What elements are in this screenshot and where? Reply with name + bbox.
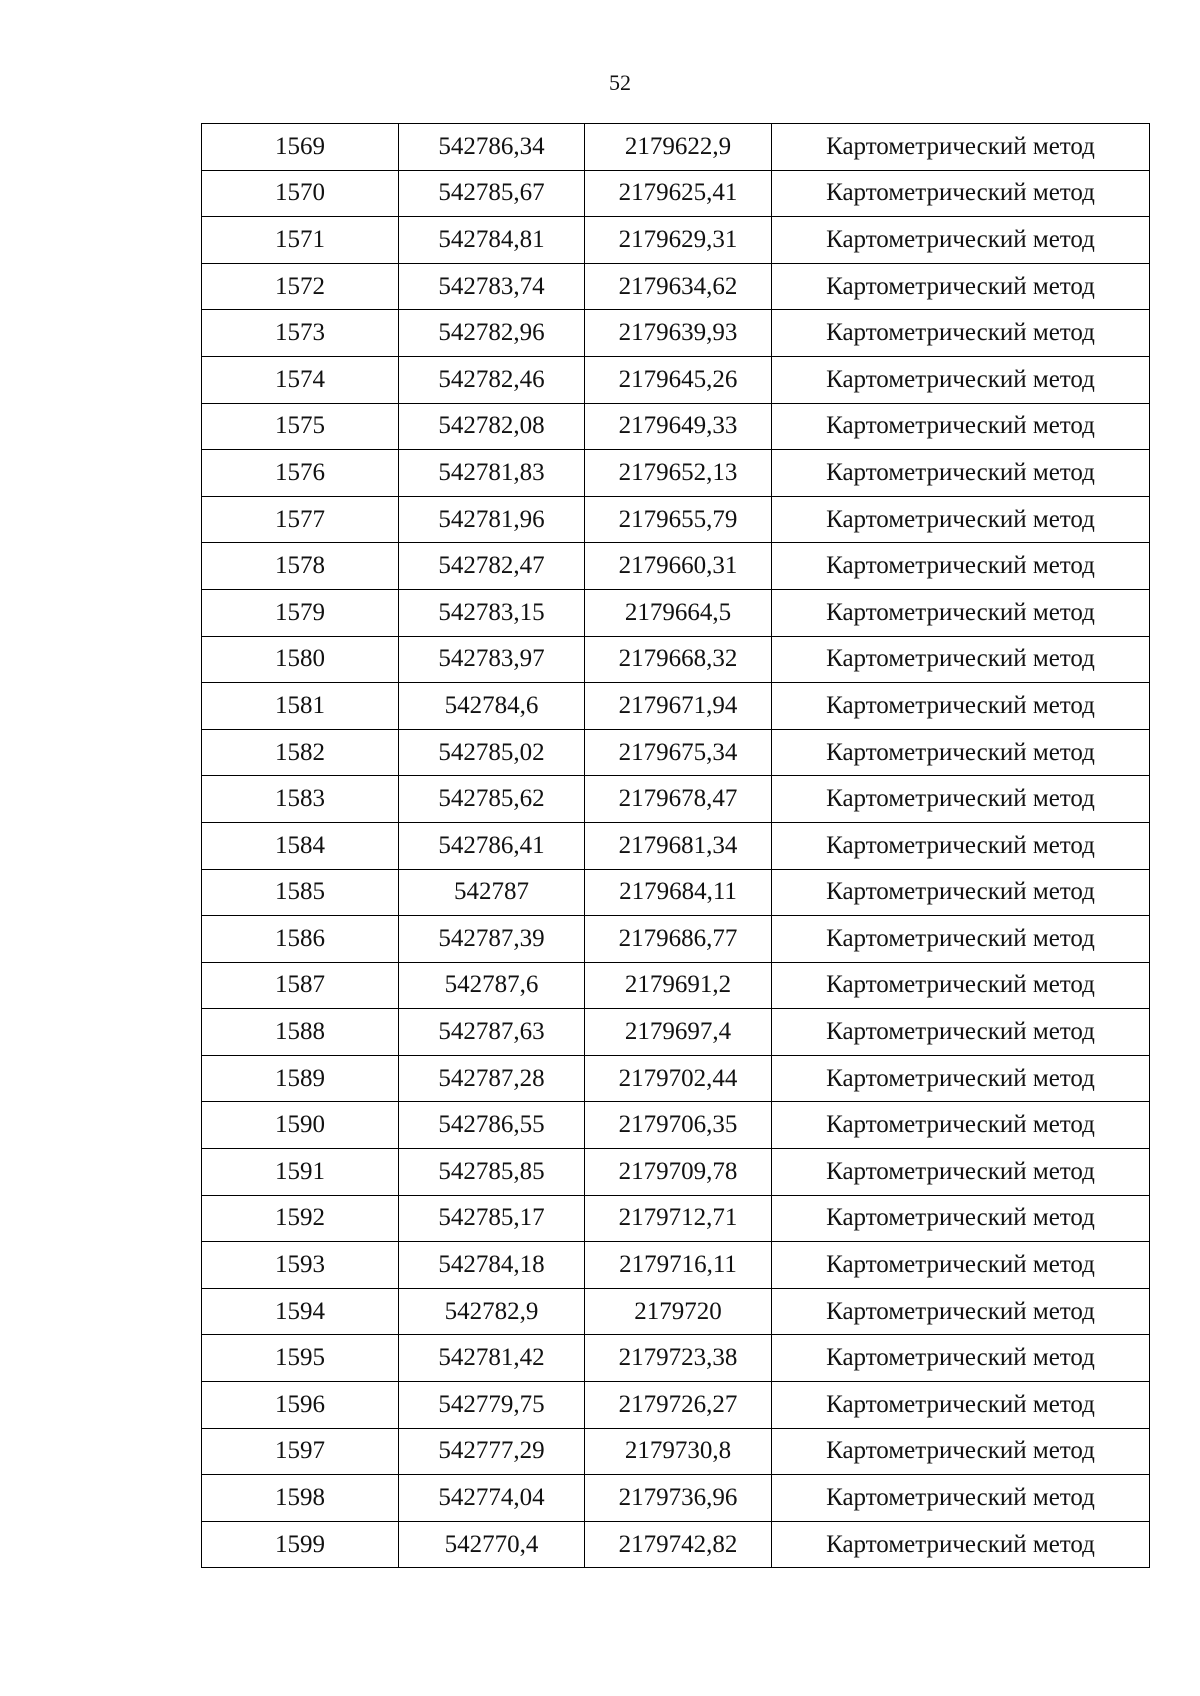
table-row [202,403,1150,450]
x-coordinate-cell: 542783,15 [399,589,585,636]
point-number-cell: 1584 [202,822,399,869]
table-row [202,822,1150,869]
y-coordinate-cell: 2179622,9 [585,124,772,171]
table-row [202,1475,1150,1522]
x-coordinate-cell: 542785,67 [399,170,585,217]
x-coordinate-cell: 542787,63 [399,1009,585,1056]
point-number-cell: 1580 [202,636,399,683]
x-coordinate-cell: 542786,55 [399,1102,585,1149]
table-row [202,1102,1150,1149]
method-cell: Картометрический метод [772,1149,1150,1196]
y-coordinate-cell: 2179668,32 [585,636,772,683]
y-coordinate-cell: 2179684,11 [585,869,772,916]
point-number-cell: 1593 [202,1242,399,1289]
method-cell: Картометрический метод [772,636,1150,683]
method-cell: Картометрический метод [772,1428,1150,1475]
point-number-cell: 1586 [202,916,399,963]
y-coordinate-cell: 2179730,8 [585,1428,772,1475]
table-row [202,543,1150,590]
x-coordinate-cell: 542782,08 [399,403,585,450]
x-coordinate-cell: 542787,28 [399,1055,585,1102]
method-cell: Картометрический метод [772,1335,1150,1382]
table-row [202,776,1150,823]
y-coordinate-cell: 2179712,71 [585,1195,772,1242]
x-coordinate-cell: 542781,96 [399,496,585,543]
table-row [202,310,1150,357]
x-coordinate-cell: 542787 [399,869,585,916]
table-row [202,683,1150,730]
method-cell: Картометрический метод [772,263,1150,310]
y-coordinate-cell: 2179645,26 [585,356,772,403]
y-coordinate-cell: 2179671,94 [585,683,772,730]
point-number-cell: 1588 [202,1009,399,1056]
point-number-cell: 1576 [202,450,399,497]
table-row [202,1521,1150,1568]
table-row [202,916,1150,963]
y-coordinate-cell: 2179736,96 [585,1475,772,1522]
method-cell: Картометрический метод [772,1288,1150,1335]
x-coordinate-cell: 542784,18 [399,1242,585,1289]
y-coordinate-cell: 2179639,93 [585,310,772,357]
y-coordinate-cell: 2179655,79 [585,496,772,543]
table-row [202,589,1150,636]
method-cell: Картометрический метод [772,450,1150,497]
table-row [202,356,1150,403]
y-coordinate-cell: 2179649,33 [585,403,772,450]
method-cell: Картометрический метод [772,589,1150,636]
x-coordinate-cell: 542770,4 [399,1521,585,1568]
y-coordinate-cell: 2179742,82 [585,1521,772,1568]
method-cell: Картометрический метод [772,496,1150,543]
method-cell: Картометрический метод [772,1382,1150,1429]
y-coordinate-cell: 2179691,2 [585,962,772,1009]
table-row [202,450,1150,497]
x-coordinate-cell: 542781,83 [399,450,585,497]
table-row [202,1055,1150,1102]
method-cell: Картометрический метод [772,869,1150,916]
point-number-cell: 1581 [202,683,399,730]
point-number-cell: 1569 [202,124,399,171]
table-row [202,869,1150,916]
x-coordinate-cell: 542784,81 [399,217,585,264]
x-coordinate-cell: 542786,34 [399,124,585,171]
point-number-cell: 1587 [202,962,399,1009]
x-coordinate-cell: 542784,6 [399,683,585,730]
y-coordinate-cell: 2179625,41 [585,170,772,217]
point-number-cell: 1592 [202,1195,399,1242]
point-number-cell: 1572 [202,263,399,310]
x-coordinate-cell: 542782,96 [399,310,585,357]
point-number-cell: 1596 [202,1382,399,1429]
point-number-cell: 1598 [202,1475,399,1522]
point-number-cell: 1574 [202,356,399,403]
x-coordinate-cell: 542781,42 [399,1335,585,1382]
table-row [202,1335,1150,1382]
x-coordinate-cell: 542783,74 [399,263,585,310]
point-number-cell: 1597 [202,1428,399,1475]
y-coordinate-cell: 2179681,34 [585,822,772,869]
method-cell: Картометрический метод [772,683,1150,730]
point-number-cell: 1582 [202,729,399,776]
table-row [202,1242,1150,1289]
x-coordinate-cell: 542785,02 [399,729,585,776]
x-coordinate-cell: 542785,62 [399,776,585,823]
point-number-cell: 1577 [202,496,399,543]
method-cell: Картометрический метод [772,822,1150,869]
y-coordinate-cell: 2179702,44 [585,1055,772,1102]
x-coordinate-cell: 542786,41 [399,822,585,869]
method-cell: Картометрический метод [772,217,1150,264]
y-coordinate-cell: 2179634,62 [585,263,772,310]
y-coordinate-cell: 2179697,4 [585,1009,772,1056]
method-cell: Картометрический метод [772,962,1150,1009]
point-number-cell: 1573 [202,310,399,357]
x-coordinate-cell: 542782,46 [399,356,585,403]
table-row [202,124,1150,171]
point-number-cell: 1599 [202,1521,399,1568]
y-coordinate-cell: 2179723,38 [585,1335,772,1382]
table-row [202,217,1150,264]
method-cell: Картометрический метод [772,729,1150,776]
point-number-cell: 1591 [202,1149,399,1196]
table-row [202,170,1150,217]
x-coordinate-cell: 542787,6 [399,962,585,1009]
method-cell: Картометрический метод [772,776,1150,823]
table-row [202,962,1150,1009]
x-coordinate-cell: 542782,47 [399,543,585,590]
table-row [202,1382,1150,1429]
point-number-cell: 1579 [202,589,399,636]
coordinates-table-body [202,124,1150,1568]
method-cell: Картометрический метод [772,124,1150,171]
x-coordinate-cell: 542782,9 [399,1288,585,1335]
point-number-cell: 1570 [202,170,399,217]
method-cell: Картометрический метод [772,170,1150,217]
table-row [202,636,1150,683]
point-number-cell: 1589 [202,1055,399,1102]
method-cell: Картометрический метод [772,1475,1150,1522]
method-cell: Картометрический метод [772,356,1150,403]
x-coordinate-cell: 542779,75 [399,1382,585,1429]
y-coordinate-cell: 2179660,31 [585,543,772,590]
point-number-cell: 1595 [202,1335,399,1382]
table-row [202,263,1150,310]
table-row [202,496,1150,543]
method-cell: Картометрический метод [772,1102,1150,1149]
table-row [202,1149,1150,1196]
table-row [202,1428,1150,1475]
method-cell: Картометрический метод [772,916,1150,963]
point-number-cell: 1571 [202,217,399,264]
point-number-cell: 1583 [202,776,399,823]
method-cell: Картометрический метод [772,310,1150,357]
point-number-cell: 1575 [202,403,399,450]
table-row [202,1009,1150,1056]
x-coordinate-cell: 542777,29 [399,1428,585,1475]
y-coordinate-cell: 2179686,77 [585,916,772,963]
x-coordinate-cell: 542774,04 [399,1475,585,1522]
method-cell: Картометрический метод [772,1009,1150,1056]
page-number: 52 [609,70,631,95]
method-cell: Картометрический метод [772,543,1150,590]
y-coordinate-cell: 2179706,35 [585,1102,772,1149]
y-coordinate-cell: 2179716,11 [585,1242,772,1289]
y-coordinate-cell: 2179675,34 [585,729,772,776]
method-cell: Картометрический метод [772,1242,1150,1289]
x-coordinate-cell: 542783,97 [399,636,585,683]
point-number-cell: 1578 [202,543,399,590]
method-cell: Картометрический метод [772,403,1150,450]
y-coordinate-cell: 2179709,78 [585,1149,772,1196]
y-coordinate-cell: 2179720 [585,1288,772,1335]
method-cell: Картометрический метод [772,1195,1150,1242]
table-row [202,1195,1150,1242]
y-coordinate-cell: 2179629,31 [585,217,772,264]
point-number-cell: 1590 [202,1102,399,1149]
coordinates-table [201,123,1150,1568]
point-number-cell: 1594 [202,1288,399,1335]
point-number-cell: 1585 [202,869,399,916]
y-coordinate-cell: 2179652,13 [585,450,772,497]
x-coordinate-cell: 542787,39 [399,916,585,963]
y-coordinate-cell: 2179664,5 [585,589,772,636]
x-coordinate-cell: 542785,17 [399,1195,585,1242]
y-coordinate-cell: 2179726,27 [585,1382,772,1429]
y-coordinate-cell: 2179678,47 [585,776,772,823]
table-row [202,729,1150,776]
method-cell: Картометрический метод [772,1521,1150,1568]
method-cell: Картометрический метод [772,1055,1150,1102]
table-row [202,1288,1150,1335]
x-coordinate-cell: 542785,85 [399,1149,585,1196]
